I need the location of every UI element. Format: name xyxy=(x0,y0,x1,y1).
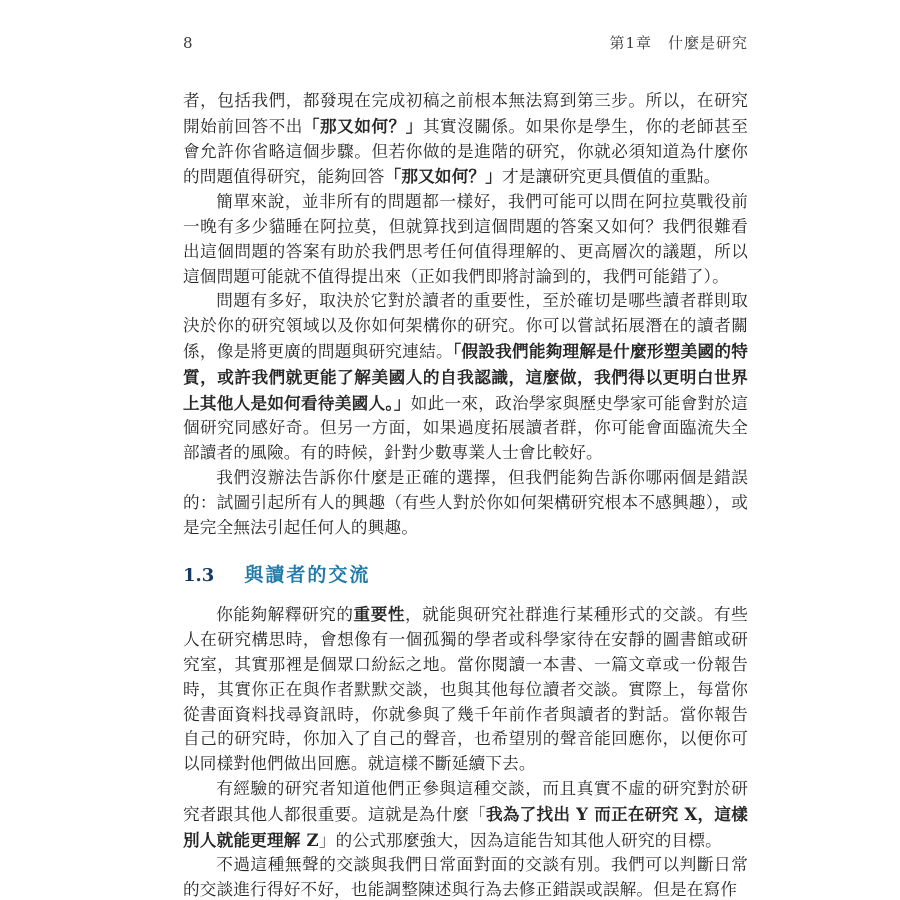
body-paragraph xyxy=(183,190,748,289)
text-run: 者，包括我們，都發現在完成初稿之前根本無法寫到第三步。所以，在研究開始前回答不出 xyxy=(183,91,748,136)
page-header xyxy=(183,32,748,53)
bold-emphasis: 「那又如何？」 xyxy=(384,166,503,187)
body-paragraph xyxy=(183,777,748,853)
body-paragraph xyxy=(183,89,748,190)
bold-emphasis: 「那又如何？」 xyxy=(302,115,423,136)
text-run: 簡單來說，並非所有的問題都一樣好，我們可能可以問在阿拉莫戰役前一晚有多少貓睡在阿拉莫，但就算找到這個問題的答案又如何？我們很難看出這個問題的答案有助於我們思考任何值得理解的、更高層次的議題，所以這個問題可能就不值得提出來（正如我們即將討論到的，我們可能錯了）。 xyxy=(183,192,748,286)
body-paragraph xyxy=(183,853,748,900)
body-paragraph xyxy=(183,289,748,466)
text-run: 你能夠解釋研究的 xyxy=(216,605,354,625)
chapter-running-title: 第1章 什麼是研究 xyxy=(609,34,748,52)
body-paragraph xyxy=(183,466,748,540)
text-run: 不過這種無聲的交談與我們日常面對面的交談有別。我們可以判斷日常的交談進行得好不好，也能調整陳述與行為去修正錯誤或誤解。但是在寫作 xyxy=(183,855,748,900)
page-body xyxy=(183,89,748,900)
text-run: ，就能與研究社群進行某種形式的交談。有些人在研究構思時，會想像有一個孤獨的學者或科學家待在安靜的圖書館或研究室，其實那裡是個眾口紛紜之地。當你閱讀一本書、一篇文章或一份報告時，其實你正在與作者默默交談，也與其他每位讀者交談。實際上，每當你從書面資料找尋資訊時，你就參與了幾千年前作者與讀者的對話。當你報告自己的研究時，你加入了自己的聲音，也希望別的聲音能回應你，以便你可以同樣對他們做出回應。就這樣不斷延續下去。 xyxy=(183,605,748,774)
text-run: 問題有多好，取決於它對於讀者的重要性，至於確切是哪些讀者群則取決於你的研究領域以及你如何架構你的研究。你可以嘗試拓展潛在的讀者關係，像是將更廣的問題與研究連結。 xyxy=(183,291,748,361)
bold-emphasis: 重要性 xyxy=(353,604,406,625)
text-run: 我們沒辦法告訴你什麼是正確的選擇，但我們能夠告訴你哪兩個是錯誤的：試圖引起所有人的興趣（有些人對於你如何架構研究根本不感興趣），或是完全無法引起任何人的興趣。 xyxy=(183,467,748,537)
bold-emphasis: 我為了找出 Y 而正在研究 X，這樣別人就能更理解 Z xyxy=(183,803,748,850)
body-paragraph xyxy=(183,602,748,777)
section-heading xyxy=(183,560,748,587)
section-title: 與讀者的交流 xyxy=(244,564,371,587)
page-number: 8 xyxy=(183,34,194,52)
page-content xyxy=(183,32,748,900)
text-run: 其實沒關係。如果你是學生，你的老師甚至會允許你省略這個步驟。但若你做的是進階的研究，你就必須知道為什麼你的問題值得研究，能夠回答 xyxy=(183,116,748,187)
text-run: 如此一來，政治學家與歷史學家可能會對於這個研究同感好奇。但另一方面，如果過度拓展讀者群，你可能會面臨流失全部讀者的風險。有的時候，針對少數專業人士會比較好。 xyxy=(183,393,749,463)
bold-emphasis: 「假設我們能夠理解是什麼形塑美國的特質，或許我們就更能了解美國人的自我認識，這麼做，我們得以更明白世界上其他人是如何看待美國人。」 xyxy=(183,340,748,413)
text-run: 有經驗的研究者知道他們正參與這種交談，而且真實不虛的研究對於研究者跟其他人都很重要。這就是為什麼「 xyxy=(183,778,748,824)
text-run: 」的公式那麼強大，因為這能告知其他人研究的目標。 xyxy=(318,830,722,850)
section-number: 1.3 xyxy=(183,565,215,587)
text-run: 才是讓研究更具價值的重點。 xyxy=(502,167,721,187)
